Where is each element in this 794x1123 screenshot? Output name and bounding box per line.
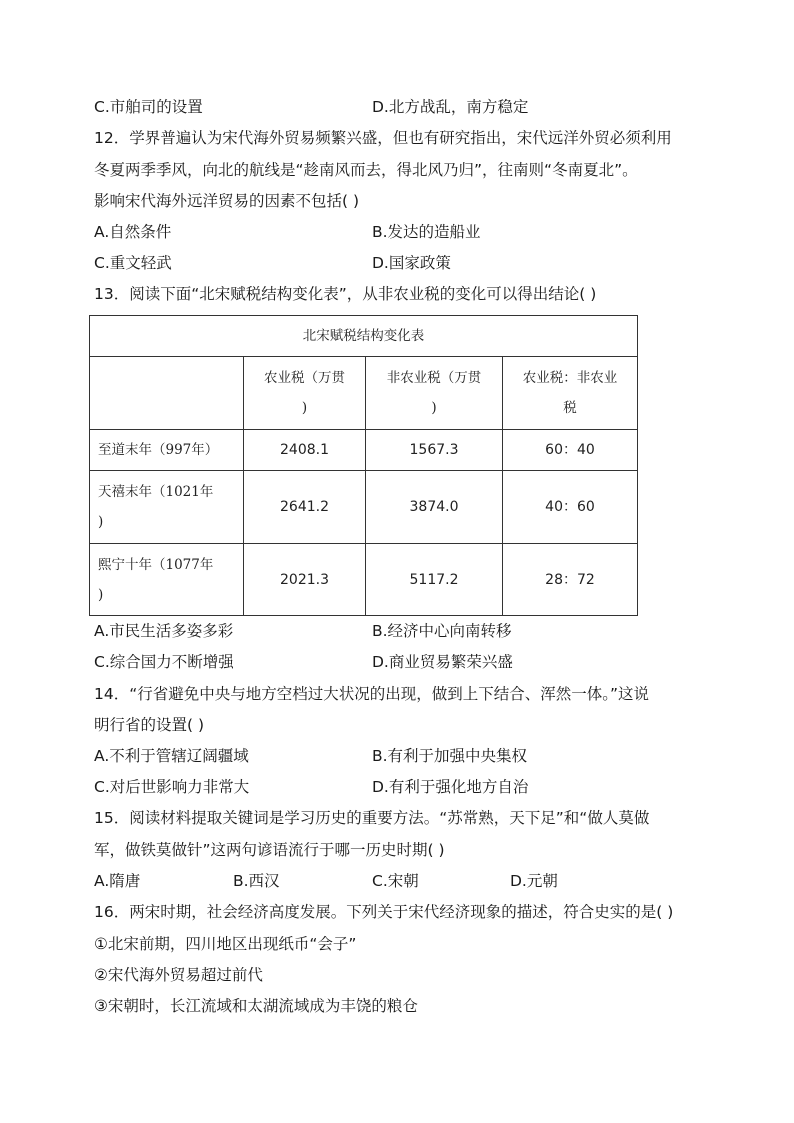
q14-option-d: D.有利于强化地方自治: [372, 778, 529, 796]
row-agri: 2641.2: [244, 471, 366, 544]
q16-item-3: ③宋朝时，长江流域和太湖流域成为丰饶的粮仓: [94, 997, 418, 1015]
q14-option-c: C.对后世影响力非常大: [94, 778, 250, 796]
q13-option-a: A.市民生活多姿多彩: [94, 622, 234, 640]
header-agri-tax: 农业税（万贯 ): [244, 357, 366, 430]
q13-option-d: D.商业贸易繁荣兴盛: [372, 653, 513, 671]
row-nonagri: 3874.0: [366, 471, 503, 544]
q14-option-a: A.不利于管辖辽阔疆域: [94, 747, 249, 765]
q16-stem: 16．两宋时期，社会经济高度发展。下列关于宋代经济现象的描述，符合史实的是( ): [94, 903, 674, 921]
q12-option-b: B.发达的造船业: [372, 223, 481, 241]
row-period: 天禧末年（1021年 ): [90, 471, 244, 544]
tax-structure-table: [89, 315, 638, 616]
q12-stem-line-2: 冬夏两季季风，向北的航线是“趁南风而去，得北风乃归”，往南则“冬南夏北”。: [94, 161, 638, 179]
q13-option-c: C.综合国力不断增强: [94, 653, 234, 671]
q11-option-c: C.市舶司的设置: [94, 98, 203, 116]
q15-option-a: A.隋唐: [94, 872, 141, 890]
q15-stem-line-1: 15．阅读材料提取关键词是学习历史的重要方法。“苏常熟，天下足”和“做人莫做: [94, 809, 650, 827]
q12-option-c: C.重文轻武: [94, 254, 172, 272]
q15-option-b: B.西汉: [233, 872, 280, 890]
table-title: 北宋赋税结构变化表: [90, 316, 638, 357]
q15-option-d: D.元朝: [510, 872, 558, 890]
q12-stem-line-3: 影响宋代海外远洋贸易的因素不包括( ): [94, 192, 360, 210]
header-nonagri-tax: 非农业税（万贯 ): [366, 357, 503, 430]
q14-stem-line-1: 14．“行省避免中央与地方空档过大状况的出现，做到上下结合、浑然一体。”这说: [94, 685, 650, 703]
row-ratio: 60：40: [503, 430, 638, 471]
q12-option-d: D.国家政策: [372, 254, 451, 272]
row-nonagri: 1567.3: [366, 430, 503, 471]
q11-option-d: D.北方战乱，南方稳定: [372, 98, 529, 116]
row-agri: 2021.3: [244, 544, 366, 616]
q16-item-2: ②宋代海外贸易超过前代: [94, 966, 263, 984]
row-nonagri: 5117.2: [366, 544, 503, 616]
q15-stem-line-2: 军，做铁莫做针”这两句谚语流行于哪一历史时期( ): [94, 841, 445, 859]
row-period: 熙宁十年（1077年 ): [90, 544, 244, 616]
q12-option-a: A.自然条件: [94, 223, 172, 241]
q14-option-b: B.有利于加强中央集权: [372, 747, 528, 765]
row-agri: 2408.1: [244, 430, 366, 471]
table-row: [90, 544, 638, 616]
row-ratio: 40：60: [503, 471, 638, 544]
table-row: [90, 430, 638, 471]
q12-stem-line-1: 12．学界普遍认为宋代海外贸易频繁兴盛，但也有研究指出，宋代远洋外贸必须利用: [94, 129, 672, 147]
q15-option-c: C.宋朝: [372, 872, 419, 890]
row-ratio: 28：72: [503, 544, 638, 616]
q13-stem: 13．阅读下面“北宋赋税结构变化表”，从非农业税的变化可以得出结论( ): [94, 285, 597, 303]
table-row: [90, 471, 638, 544]
header-ratio: 农业税：非农业 税: [503, 357, 638, 430]
q13-option-b: B.经济中心向南转移: [372, 622, 512, 640]
header-period: [90, 357, 244, 430]
row-period: 至道末年（997年）: [90, 430, 244, 471]
q14-stem-line-2: 明行省的设置( ): [94, 716, 205, 734]
q16-item-1: ①北宋前期，四川地区出现纸币“会子”: [94, 935, 357, 953]
